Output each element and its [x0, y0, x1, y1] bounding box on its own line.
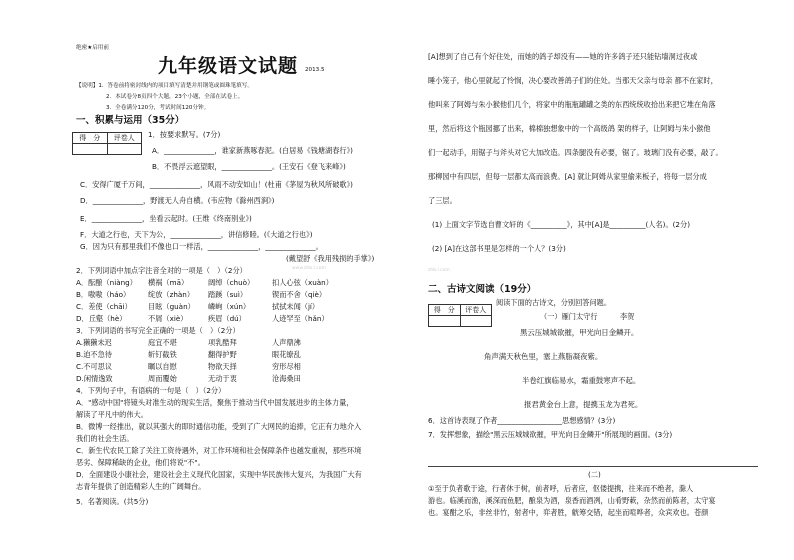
- score-cell[interactable]: [73, 144, 108, 155]
- instruction-2: 2．本试卷分8页四个大题，23个小题，全部在试卷上。: [106, 94, 244, 100]
- reading1-line-2: 睡小笼子，他心里就起了怜悯，决心要改善鸽子们的住处。当那天父亲与母亲 都不在家时，: [428, 76, 718, 85]
- q3-option-a-4: 人声鼎沸: [272, 338, 301, 347]
- q2-option-b-3: 踏蹊（suì）: [208, 290, 248, 299]
- reading1-line-7: 了三层。: [428, 196, 457, 205]
- q3-option-d-1: D.闲情逸致: [76, 374, 113, 383]
- q4-line-2: 解读了平凡中的伟大。: [76, 410, 148, 419]
- q2-option-d-3: 疾眉（dú）: [208, 314, 246, 323]
- q1-line-f: F．大道之行也，天下为公，______________，讲信修睦。(《大道之行也》): [80, 230, 313, 239]
- q3-option-c-3: 物欲天择: [208, 362, 237, 371]
- reading1-line-6: 那柳园中有四层，但每一层都太高而浪费。[A] 就让阿姆从家里偷来板子，将每一层分成: [428, 172, 707, 181]
- poem-line-4: 报君黄金台上意，提携玉龙为君死。: [524, 400, 643, 409]
- reading1-q2: (2) [A]在这部书里是怎样的一个人？(3分): [432, 244, 566, 253]
- q1-line-a: A．______________，谁家新燕啄春泥。(白居易《钱塘湖春行》): [152, 146, 353, 155]
- q3-option-c-1: C.不可思议: [76, 362, 113, 371]
- right-column: [428, 0, 758, 560]
- score-table: [72, 132, 142, 155]
- q3-option-b-2: 斩钉截铁: [148, 350, 177, 359]
- q4-line-3: B．微博一经推出，就以其强大的即时通信功能，受到了广大网民的追捧，它正有力地介入: [76, 422, 362, 431]
- q2-option-d-1: D．丘壑（hè）: [76, 314, 127, 323]
- q1-line-d: D．______________，野渡无人舟自横。(韦应物《滁州西涧》): [80, 196, 275, 205]
- reading2-line-2: 游也。临溪而渔，溪深而鱼肥，酿泉为酒，泉香而酒冽，山肴野蔌，杂然而前陈者，太守宴: [428, 496, 716, 505]
- q3-option-b-4: 眼花缭乱: [272, 350, 301, 359]
- left-column: [72, 0, 400, 560]
- grader-label-2: 评卷人: [460, 305, 492, 316]
- reading2-line-3: 也。宴酣之乐，非丝非竹，射者中，弈者胜，觥筹交错，起坐而喧哗者，众宾欢也。苍颜: [428, 508, 709, 517]
- instruction-3: 3．全卷满分120分，考试时间120分钟。: [106, 105, 210, 111]
- instruction-1: 【说明】1．答卷前将密封线内的项目填写清楚并用钢笔或圆珠笔填写。: [76, 83, 253, 89]
- q2-option-b-4: 锲而不舍（qiè）: [272, 290, 327, 299]
- q2-option-c-4: 拭拭未闻（jí）: [272, 302, 320, 311]
- reading2-line-1: ①至于负者歌于途，行者休于树，前者呼，后者应，伛偻提携，往来而不绝者，滁人: [428, 484, 694, 493]
- score-label: 得 分: [73, 133, 108, 144]
- q3-option-b-3: 翻得护野: [208, 350, 237, 359]
- grader-cell-2[interactable]: [460, 316, 492, 327]
- divider: [428, 466, 758, 467]
- q1-line-b: B．不畏浮云遮望眼，______________。(王安石《登飞来峰》): [152, 162, 346, 171]
- q1-line-g-source: (戴望舒《我用残损的手掌》): [286, 254, 375, 263]
- q2-option-c-3: 嶙峋（xún）: [208, 302, 251, 311]
- center-watermark: www.zhb.l.com: [292, 266, 326, 271]
- q2-option-a-2: 横祸（mā）: [148, 278, 189, 287]
- q3-option-b-1: B.迫不急待: [76, 350, 112, 359]
- q1-line-e: E．______________，坐看云起时。(王维《终南别业》): [80, 214, 252, 223]
- section-1-title: 一、积累与运用（35分）: [76, 115, 185, 126]
- reading1-line-4: 里，然后将这个瓶园挪了出来，棉棉独想象中的一个高级鸽 架的样子，让阿姆与朱小猴他: [428, 124, 711, 133]
- score-table-2: [428, 304, 492, 327]
- q6-stem: 6．这首诗表现了作者__________________思想感情？(3分): [428, 416, 616, 425]
- q5-stem: 5．名著阅读。(共5分): [76, 497, 149, 506]
- reading1-line-5: 们一起动手，用锯子与斧头对它大加改造。四条腿没有必要，锯了。玻璃门没有必要，敲了。: [428, 148, 723, 157]
- q2-option-d-2: 不屑（xiè）: [148, 314, 188, 323]
- q3-option-c-2: 瞩以自慰: [148, 362, 177, 371]
- q4-line-5: C．新生代农民工除了关注工资待遇外，对工作环境和社会保障条件也越发重视，那些环境: [76, 446, 362, 455]
- q2-stem: 2．下列词语中加点字注音全对的一项是（ ）（2分）: [76, 266, 247, 275]
- reading1-watermark: zhb.l.com: [428, 268, 450, 273]
- q3-option-a-3: 项乳酷拜: [208, 338, 237, 347]
- q4-line-1: A．"感动中国"将镜头对准生动的现实生活，聚焦于推动当代中国发展进步的主体力量，: [76, 398, 354, 407]
- q4-line-8: 志青年提供了创造精彩人生的广阔舞台。: [76, 482, 206, 491]
- q3-option-d-4: 沧海桑田: [272, 374, 301, 383]
- q1-line-g: G．因为只有那里我们不像也口一样活，______________，______________。: [80, 242, 323, 251]
- q3-option-d-3: 无动于衷: [208, 374, 237, 383]
- poem-author: 李贺: [620, 312, 635, 321]
- q1-line-c: C．安得广厦千万间，______________，风雨不动安如山！(杜甫《茅屋为秋风所破歌》): [80, 180, 353, 189]
- score-label-2: 得 分: [429, 305, 461, 316]
- poem-intro: 阅读下面的古诗文，分别回答问题。: [496, 298, 612, 307]
- q2-option-a-4: 扣人心弦（xuàn）: [272, 278, 333, 287]
- poem-line-2: 角声满天秋色里，塞上燕脂凝夜紫。: [484, 352, 603, 361]
- q2-option-a-3: 阔绰（chuò）: [208, 278, 255, 287]
- score-cell-2[interactable]: [429, 316, 461, 327]
- q2-option-d-4: 人迹罕至（hǎn）: [272, 314, 329, 323]
- reading1-line-1: [A]想到了自己有个好住处，而她的鸽子却没有——她的许多鸽子还只能钻墙洞过夜或: [428, 52, 698, 61]
- q4-line-4: 我们的社会生活。: [76, 434, 134, 443]
- secret-tag: 绝密★启用前: [76, 45, 109, 51]
- reading2-label: (二): [588, 470, 601, 479]
- q3-stem: 3．下列词语的书写完全正确的一项是（ ）（2分）: [76, 326, 240, 335]
- page-title: 九年级语文试题: [158, 55, 299, 77]
- grader-cell[interactable]: [107, 144, 142, 155]
- q2-option-b-2: 绽放（zhàn）: [148, 290, 195, 299]
- q2-option-a-1: A．酝酿（niàng）: [76, 278, 137, 287]
- exam-date: 2013.5: [305, 67, 325, 73]
- q4-stem: 4．下列句子中，有语病的一句是（ ）（2分）: [76, 386, 226, 395]
- q4-line-7: D．全面建设小康社会，建设社会主义现代化国家，实现中华民族伟大复兴，为我国广大有: [76, 470, 362, 479]
- reading1-line-3: 他叫来了阿姆与朱小猴他们几个，将家中的瓶瓶罐罐之类的东西统统收拾出来把它堆在角落: [428, 100, 716, 109]
- q3-option-a-2: 庭宜不堪: [148, 338, 177, 347]
- q3-option-d-2: 周而覆始: [148, 374, 177, 383]
- poem-line-1: 黑云压城城欲摧，甲光向日金鳞开。: [520, 328, 639, 337]
- poem-line-3: 半卷红旗临易水，霜重鼓寒声不起。: [522, 376, 641, 385]
- q7-stem: 7．发挥想象，描绘"黑云压城城欲摧，甲光向日金鳞开"所展现的画面。(3分): [428, 430, 673, 439]
- q2-option-c-1: C．差使（chāi）: [76, 302, 132, 311]
- q3-option-a-1: A.獭獭未迟: [76, 338, 112, 347]
- poem-subtitle: （一）雁门太守行: [540, 312, 598, 321]
- reading1-q1: (1) 上面文字节选自曹文轩的《__________》，其中[A]是__________(人名)。(2分): [432, 220, 690, 229]
- q3-option-c-4: 穷形尽相: [272, 362, 301, 371]
- q2-option-c-2: 目眩（guàn）: [148, 302, 195, 311]
- q1-stem: 1．按要求默写。(7分): [148, 130, 221, 139]
- q2-option-b-1: B．嗷嗷（háo）: [76, 290, 131, 299]
- section-2-title: 二、古诗文阅读（19分）: [428, 284, 537, 295]
- grader-label: 评卷人: [107, 133, 142, 144]
- q4-line-6: 恶劣、保障稀缺的企业，他们将说"不"。: [76, 458, 205, 467]
